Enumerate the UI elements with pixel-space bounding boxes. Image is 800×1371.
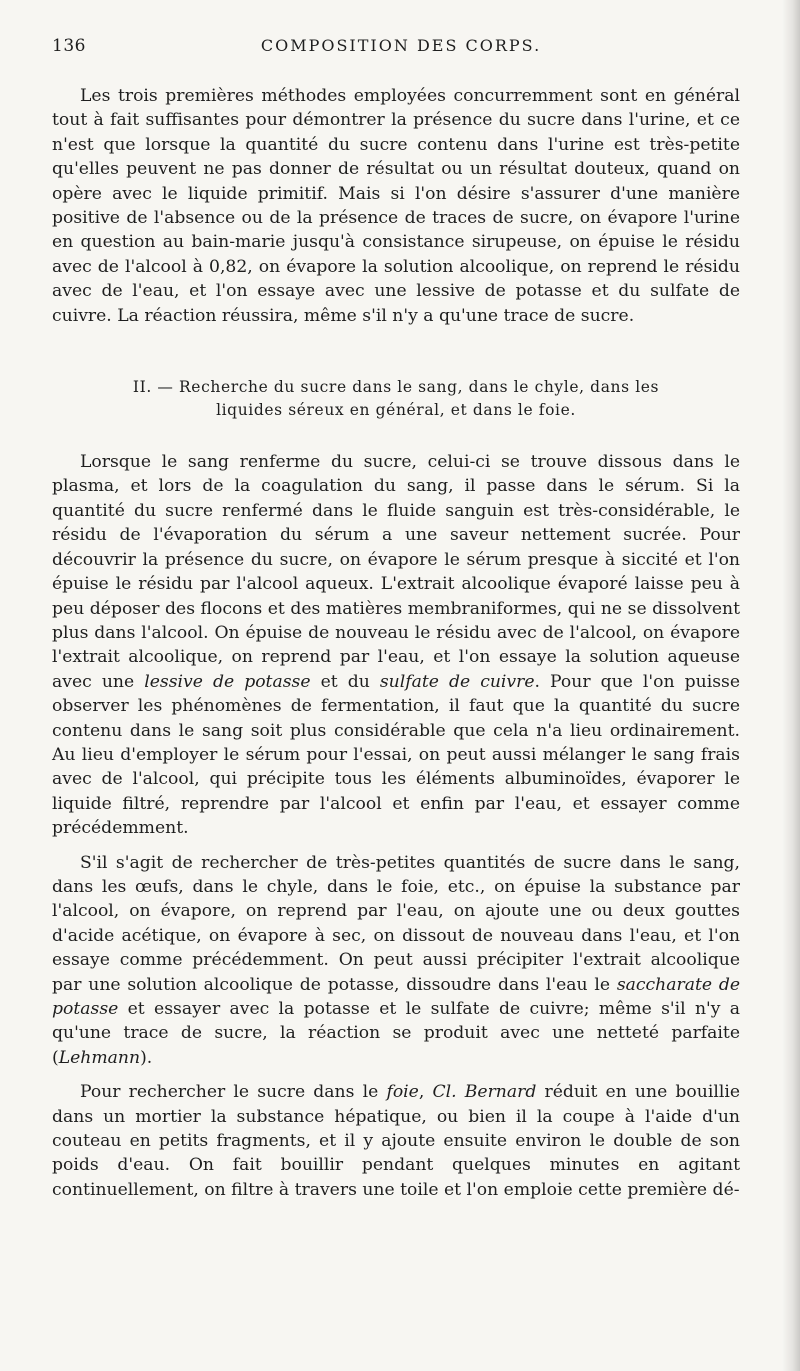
text-run: et essayer avec la potasse et le sulfate de cuivre; même s'il n'y a qu'une trace de sucre, la réaction se produit avec une netteté parfaite (	[52, 999, 740, 1068]
page-edge-shadow	[782, 0, 800, 1371]
page-number: 136	[52, 36, 86, 56]
paragraph-methods-summary: Les trois premières méthodes employées concurremment sont en général tout à fait suffisantes pour démontrer la présence du sucre dans l'urine, et ce n'est que lorsque la quantité du sucre contenu dans l'urine est très-petite qu'elles peuvent ne pas donner de résultat ou un résultat douteux, quand on opère avec le liquide primitif. Mais si l'on désire s'assurer d'une manière positive de l'absence ou de la présence de traces de sucre, on évapore l'urine en question au bain-marie jusqu'à consistance sirupeuse, on épuise le résidu avec de l'alcool à 0,82, on évapore la solution alcoolique, on reprend le résidu avec de l'eau, et l'on essaye avec une lessive de potasse et du sulfate de cuivre. La réaction réussira, même s'il n'y a qu'une trace de sucre.	[52, 86, 740, 326]
text-run: Lorsque le sang renferme du sucre, celui-ci se trouve dissous dans le plasma, et lors de la coagulation du sang, il passe dans le sérum. Si la quantité du sucre renfermé dans le fluide sanguin est très-considérable, le résidu de l'évaporation du sérum a une saveur nettement sucrée. Pour découvrir la présence du sucre, on évapore le sérum presque à siccité et l'on épuise le résidu par l'alcool aqueux. L'extrait alcoolique évaporé laisse peu à peu déposer des flocons et des matières membraniformes, qui ne se dissolvent plus dans l'alcool. On épuise de nouveau le résidu avec de l'alcool, on évapore l'extrait alcoolique, on reprend par l'eau, et l'on essaye la solution aqueuse avec une	[52, 452, 740, 692]
text-run: ,	[418, 1082, 433, 1103]
text-run: ).	[140, 1047, 153, 1068]
italic-term: saccharate de potasse	[52, 974, 740, 1019]
paragraph-sugar-in-blood	[52, 450, 740, 841]
paragraph-sugar-in-liver	[52, 1080, 740, 1202]
italic-author: Cl. Bernard	[432, 1082, 537, 1103]
text-run: réduit en une bouillie dans un mortier la substance hépatique, ou bien il la coupe à l'aide d'un couteau en petits fragments, et il y ajoute ensuite environ le double de son poids d'eau. On fait bouillir pendant quelques minutes en agitant continuellement, on filtre à travers une toile et l'on emploie cette première dé-	[52, 1082, 740, 1200]
text-run: S'il s'agit de rechercher de très-petites quantités de sucre dans le sang, dans les œufs, dans le chyle, dans le foie, etc., on épuise la substance par l'alcool, on évapore, on reprend par l'eau, on ajoute une ou deux gouttes d'acide acétique, on évapore à sec, on dissout de nouveau dans l'eau, et l'on essaye comme précédemment. On peut aussi précipiter l'extrait alcoolique par une solution alcoolique de potasse, dissoudre dans l'eau le	[52, 852, 740, 995]
text-run: . Pour que l'on puisse observer les phénomènes de fermentation, il faut que la quantité du sucre contenu dans le sang soit plus considérable que cela n'a lieu ordinairement. Au lieu d'employer le sérum pour l'essai, on peut aussi mélanger le sang frais avec de l'alcool, qui précipite tous les éléments albuminoïdes, évaporer le liquide filtré, reprendre par l'alcool et enfin par l'eau, et essayer comme précédemment.	[52, 671, 741, 839]
italic-term: sulfate de cuivre	[379, 671, 535, 692]
text-run: et du	[310, 671, 380, 692]
section-heading-line-1: II. — Recherche du sucre dans le sang, dans le chyle, dans les	[132, 378, 660, 397]
italic-term: lessive de potasse	[144, 671, 311, 692]
page-header	[52, 36, 750, 72]
section-heading-line-2: liquides séreux en général, et dans le foie.	[216, 401, 576, 420]
page-body	[52, 84, 740, 1202]
italic-author: Lehmann	[58, 1047, 141, 1068]
paragraph-small-quantities	[52, 851, 740, 1071]
text-run: Pour rechercher le sucre dans le	[80, 1082, 387, 1103]
italic-term: foie	[386, 1082, 419, 1103]
running-head: COMPOSITION DES CORPS.	[260, 36, 542, 55]
section-heading	[52, 376, 740, 422]
